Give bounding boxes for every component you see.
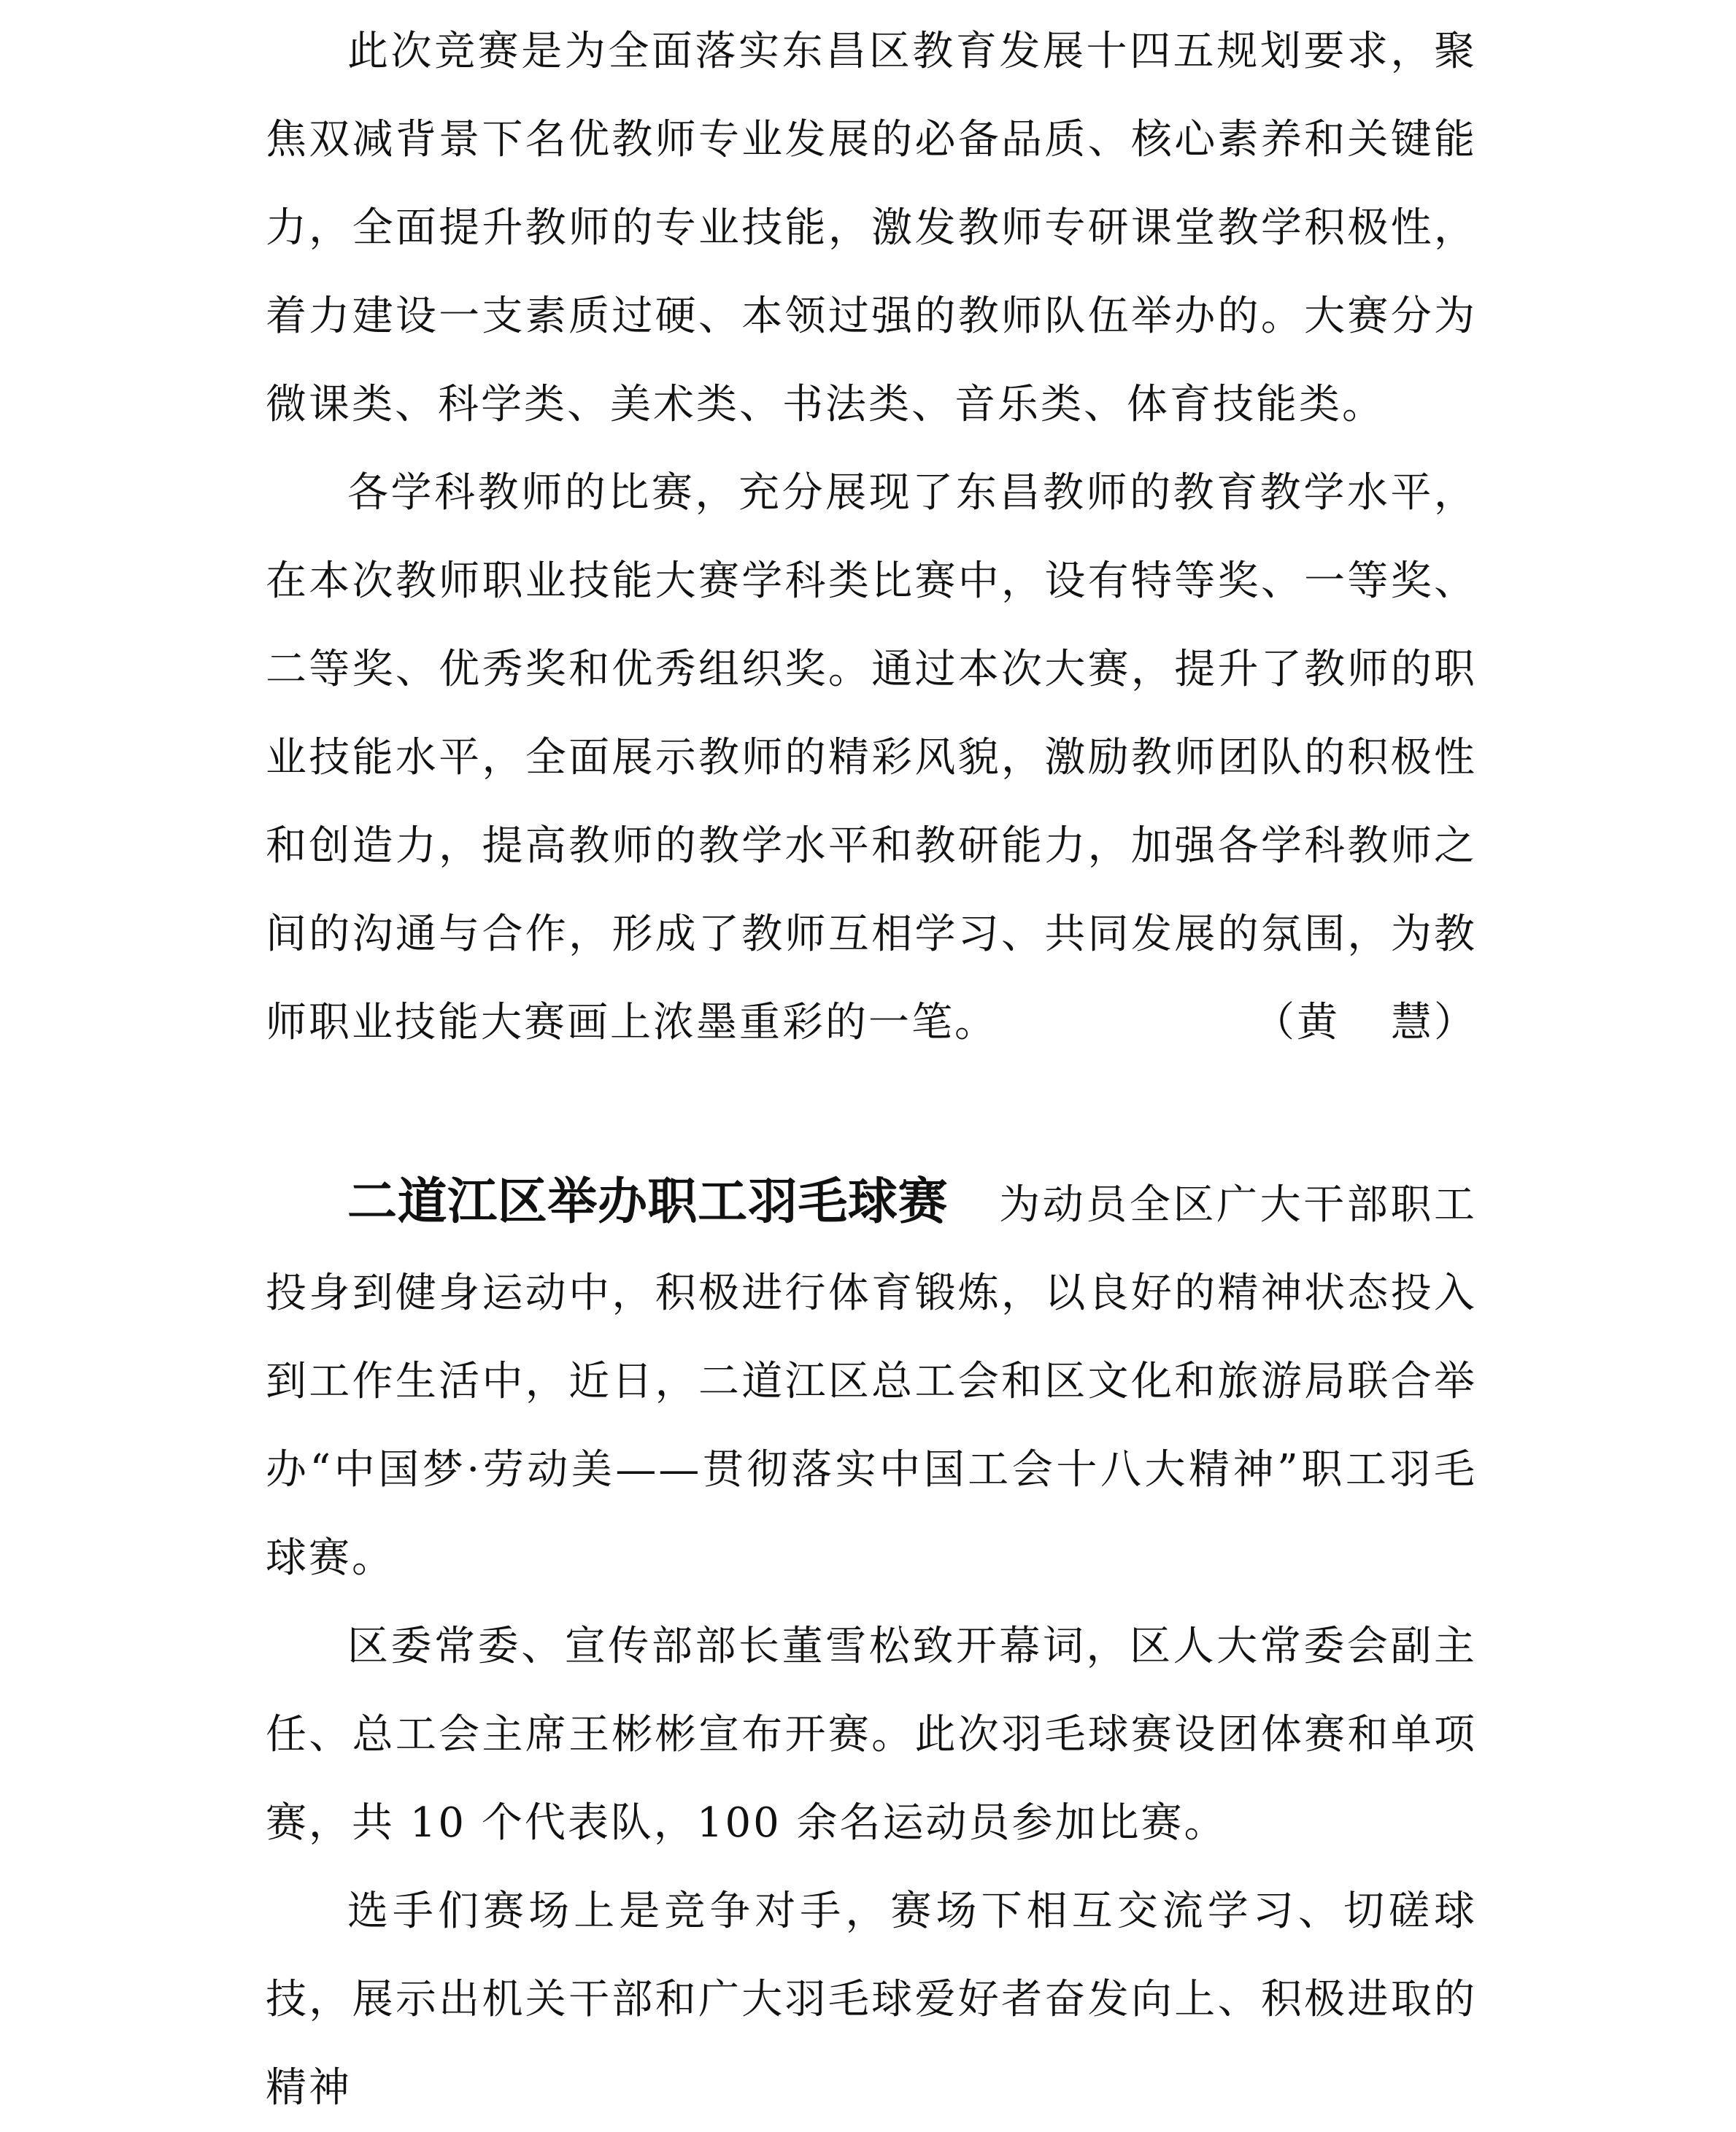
article-badminton — [266, 1158, 1477, 2132]
author-open: （黄 — [1254, 999, 1340, 1046]
paragraph: 此次竞赛是为全面落实东昌区教育发展十四五规划要求，聚焦双减背景下名优教师专业发展的必备品质、核心素养和关键能力，全面提升教师的专业技能，激发教师专研课堂教学积极性，着力建设一支素质过硬、本领过强的教师队伍举办的。大赛分为微课类、科学类、美术类、书法类、音乐类、体育技能类。 — [266, 28, 1477, 428]
document-page — [266, 7, 1477, 2132]
paragraph-text: 为动员全区广大干部职工投身到健身运动中，积极进行体育锻炼，以良好的精神状态投入到工作生活中，近日，二道江区总工会和区文化和旅游局联合举办“中国梦·劳动美——贯彻落实中国工会十八大精神”职工羽毛球赛。 — [266, 1181, 1477, 1582]
paragraph — [266, 449, 1477, 1067]
author-byline — [1172, 978, 1477, 1067]
paragraph: 区委常委、宣传部部长董雪松致开幕词，区人大常委会副主任、总工会主席王彬彬宣布开赛。此次羽毛球赛设团体赛和单项赛，共 10 个代表队，100 余名运动员参加比赛。 — [266, 1623, 1477, 1847]
article-headline: 二道江区举办职工羽毛球赛 — [347, 1173, 949, 1231]
paragraph: 选手们赛场上是竞争对手，赛场下相互交流学习、切磋球技，展示出机关干部和广大羽毛球爱好者奋发向上、积极进取的精神 — [266, 1888, 1477, 2112]
paragraph — [266, 1158, 1477, 1602]
author-close: 慧） — [1391, 999, 1477, 1046]
paragraph-text: 各学科教师的比赛，充分展现了东昌教师的教育教学水平，在本次教师职业技能大赛学科类比赛中，设有特等奖、一等奖、二等奖、优秀奖和优秀组织奖。通过本次大赛，提升了教师的职业技能水平，全面展示教师的精彩风貌，激励教师团队的积极性和创造力，提高教师的教学水平和教研能力，加强各学科教师之间的沟通与合作，形成了教师互相学习、共同发展的氛围，为教师职业技能大赛画上浓墨重彩的一笔。 — [266, 469, 1477, 1046]
article-teacher-competition — [266, 7, 1477, 1067]
